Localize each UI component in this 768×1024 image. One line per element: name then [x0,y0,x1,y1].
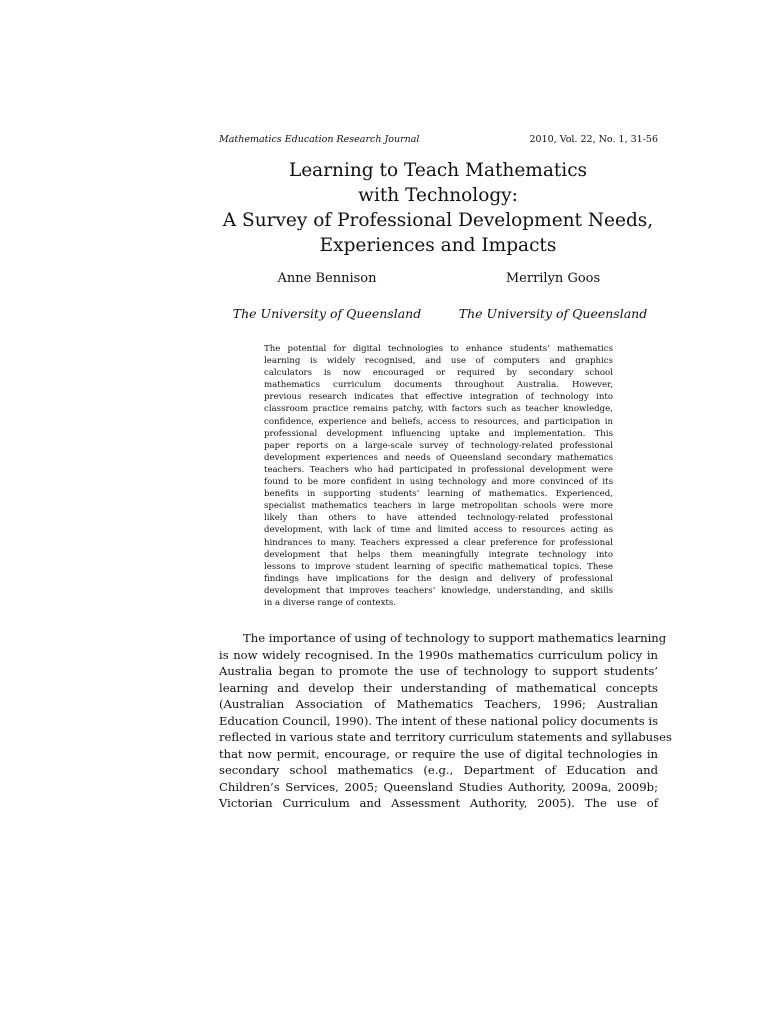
abstract-line: paper reports on a large-scale survey of technology-related professional [264,440,613,451]
abstract-line: previous research indicates that effective integration of technology into [264,392,613,403]
body-line: learning and develop their understanding of mathematical concepts [219,680,658,695]
title-line: A Survey of Professional Development Needs, [222,210,654,231]
journal-name: Mathematics Education Research Journal [219,134,420,145]
abstract-line: development, with lack of time and limited access to resources acting as [264,525,613,536]
body-line: The importance of using of technology to support mathematics learning [243,631,667,645]
abstract-line: development experiences and needs of Queensland secondary mathematics [264,452,613,463]
abstract-line: lessons to improve student learning of specific mathematical topics. These [264,561,613,572]
abstract-line: confidence, experience and beliefs, access to resources, and participation in [264,416,613,427]
abstract-line: benefits in supporting students’ learning of mathematics. Experienced, [264,489,613,500]
author-name: Anne Bennison [277,271,377,286]
paper-title [200,158,676,258]
abstract-line: teachers. Teachers who had participated in professional development were [264,464,613,475]
author-affiliation: The University of Queensland [232,306,422,321]
body-line: Victorian Curriculum and Assessment Authority, 2005). The use of [219,796,658,810]
abstract-line: classroom practice remains patchy, with factors such as teacher knowledge, [264,404,613,415]
abstract [264,343,613,609]
abstract-line: calculators is now encouraged or required by secondary school [264,368,613,379]
abstract-line: in a diverse range of contexts. [264,597,397,608]
abstract-line: likely than others to have attended technology-related professional [264,513,613,524]
body-line: that now permit, encourage, or require the use of digital technologies in [219,746,658,761]
body-line: reflected in various state and territory curriculum statements and syllabuses [219,730,672,744]
abstract-line: findings have implications for the design and delivery of professional [264,573,613,584]
body-line: Children’s Services, 2005; Queensland Studies Authority, 2009a, 2009b; [219,779,658,794]
body-line: Australia began to promote the use of technology to support students’ [219,664,658,678]
author-name: Merrilyn Goos [505,271,601,286]
abstract-line: development that improves teachers’ knowledge, understanding, and skills [264,585,613,596]
body-line: is now widely recognised. In the 1990s mathematics curriculum policy in [219,647,658,662]
abstract-line: hindrances to many. Teachers expressed a clear preference for professional [264,537,613,548]
abstract-line: development that helps them meaningfully integrate technology into [264,549,613,560]
title-line: Learning to Teach Mathematics [288,160,588,181]
body-line: secondary school mathematics (e.g., Department of Education and [219,763,658,777]
title-line: Experiences and Impacts [319,235,557,256]
body-text [219,630,672,812]
abstract-line: The potential for digital technologies to enhance students’ mathematics [264,344,613,354]
body-line: (Australian Association of Mathematics Teachers, 1996; Australian [219,697,658,711]
abstract-line: professional development influencing uptake and implementation. This [264,428,613,439]
author-affiliation: The University of Queensland [458,306,648,321]
issue-info: 2010, Vol. 22, No. 1, 31-56 [529,134,658,145]
title-line: with Technology: [358,185,518,206]
running-header [219,133,658,147]
body-line: Education Council, 1990). The intent of these national policy documents is [219,713,659,728]
abstract-line: found to be more confident in using technology and more convinced of its [264,477,613,488]
abstract-line: specialist mathematics teachers in large metropolitan schools were more [264,501,613,512]
abstract-line: learning is widely recognised, and use of computers and graphics [264,356,613,367]
abstract-line: mathematics curriculum documents throughout Australia. However, [264,380,613,391]
